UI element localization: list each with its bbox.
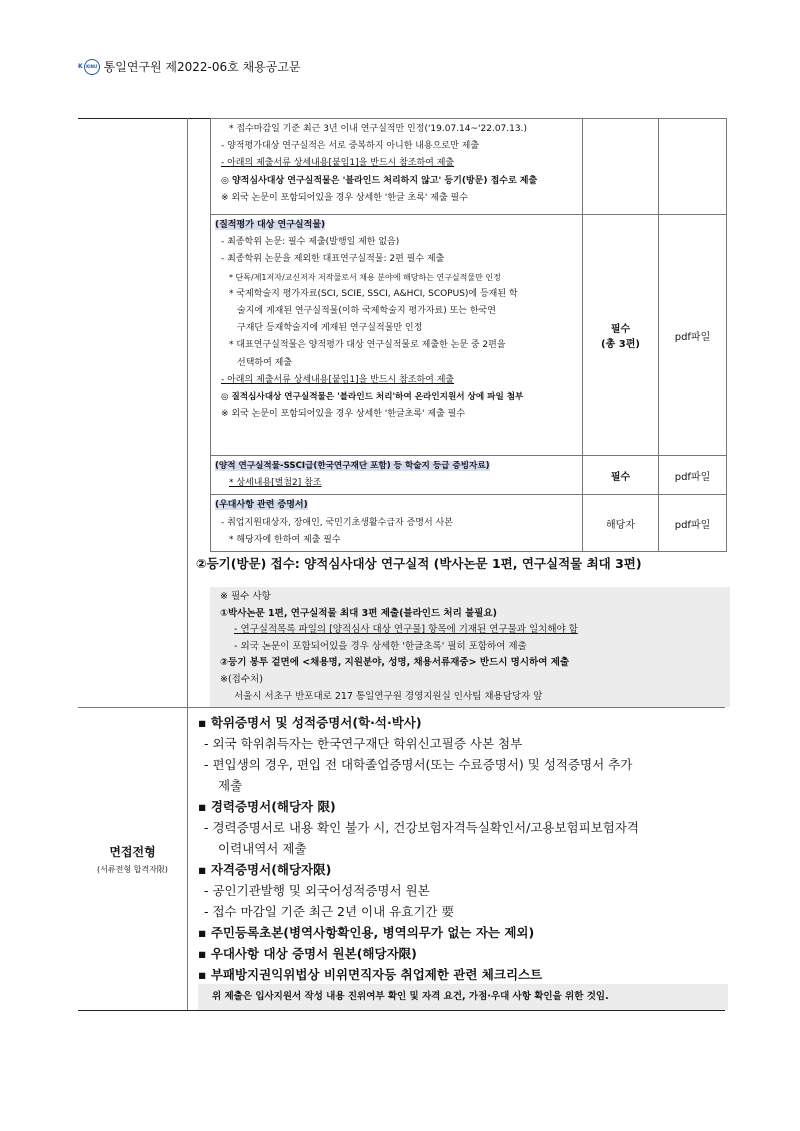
row4-format-cell: pdf파일 bbox=[659, 495, 727, 552]
note-line: ②등기 봉투 겉면에 <채용명, 지원분야, 성명, 채용서류재중> 반드시 명시하여 제출 bbox=[220, 657, 570, 669]
list-item: - 공인기관발행 및 외국어성적증명서 원본 bbox=[204, 883, 430, 898]
row3-required-cell: 필수 bbox=[583, 456, 659, 495]
row2-heading: (질적평가 대상 연구실적물) bbox=[215, 220, 326, 230]
interview-title: 면접전형 bbox=[109, 845, 156, 859]
list-item: ▪ 주민등록초본(병역사항확인용, 병역의무가 없는 자는 제외) bbox=[198, 925, 535, 940]
row2-line: ◎ 질적심사대상 연구실적물은 '블라인드 처리'하여 온라인지원서 상에 파일 첨부 bbox=[221, 392, 524, 403]
note-line: - 외국 논문이 포함되어있을 경우 상세한 '한글초록' 필히 포함하여 제출 bbox=[234, 640, 527, 652]
row2-line: ※ 외국 논문이 포함되어있을 경우 상세한 '한글초록' 제출 필수 bbox=[221, 409, 466, 420]
list-item: ▪ 학위증명서 및 성적증명서(학·석·박사) bbox=[198, 715, 422, 730]
table-row bbox=[211, 456, 727, 495]
required-notes-box bbox=[210, 587, 730, 707]
list-item: ▪ 자격증명서(해당자限) bbox=[198, 862, 332, 877]
row2-line: 선택하여 제출 bbox=[237, 357, 293, 368]
row4-heading: (우대사항 관련 증명서) bbox=[215, 500, 308, 511]
note-line: - 연구실적목록 파일의 [양적심사 대상 연구물] 항목에 기재된 연구물과 일치해야 함 bbox=[234, 624, 578, 636]
row2-line: 술지에 게재된 연구실적물(이하 국제학술지 평가자료) 또는 한국연 bbox=[237, 306, 496, 317]
row4-content bbox=[211, 495, 583, 552]
note-line: 서울시 서초구 반포대로 217 통일연구원 경영지원실 인사팀 채용담당자 앞 bbox=[234, 690, 543, 702]
note-line: ①박사논문 1편, 연구실적물 최대 3편 제출(블라인드 처리 불필요) bbox=[220, 607, 497, 619]
row1-line: - 양적평가대상 연구실적은 서로 중복하지 아니한 내용으로만 제출 bbox=[221, 141, 480, 152]
row4-line: - 취업지원대상자, 장애인, 국민기초생활수급자 증명서 사본 bbox=[221, 517, 453, 528]
row1-required-cell bbox=[583, 119, 659, 215]
list-item: 제출 bbox=[218, 778, 243, 793]
table-row bbox=[211, 119, 727, 215]
row2-line: * 대표연구실적물은 양적평가 대상 연구실적물로 제출한 논문 중 2편을 bbox=[229, 340, 506, 351]
list-item: - 편입생의 경우, 편입 전 대학졸업증명서(또는 수료증명서) 및 성적증명서 추가 bbox=[204, 757, 633, 772]
list-item: ▪ 경력증명서(해당자 限) bbox=[198, 799, 336, 814]
row1-line: ◎ 양적심사대상 연구실적물은 '블라인드 처리하지 않고' 등기(방문) 접수로 제출 bbox=[221, 175, 538, 186]
row1-format-cell bbox=[659, 119, 727, 215]
document-header bbox=[78, 58, 301, 75]
row2-line: * 단독/제1저자/교신저자 저작물로서 채용 분야에 해당하는 연구실적물만 인정 bbox=[229, 272, 501, 282]
required-label: 필수 bbox=[610, 324, 631, 335]
table-row bbox=[211, 215, 727, 456]
required-count: (총 3편) bbox=[601, 339, 640, 350]
table-row-divider bbox=[78, 707, 725, 708]
document-title: 통일연구원 제2022-06호 채용공고문 bbox=[103, 60, 301, 74]
logo-text: KINU bbox=[86, 64, 98, 69]
interview-sublabel: (서류전형 합격자限) bbox=[97, 865, 168, 874]
row2-line: - 최종학위 논문을 제외한 대표연구실적물: 2편 필수 제출 bbox=[221, 254, 445, 265]
row2-content bbox=[211, 215, 583, 456]
table-row bbox=[211, 495, 727, 552]
row2-line: - 아래의 제출서류 상세내용[붙임1]을 반드시 참조하여 제출 bbox=[221, 374, 455, 385]
row2-format-cell: pdf파일 bbox=[659, 215, 727, 456]
row2-required-cell bbox=[583, 215, 659, 456]
logo-k-mark: K bbox=[78, 63, 83, 70]
row4-line: * 해당자에 한하여 제출 필수 bbox=[229, 534, 341, 545]
row2-line: * 국제학술지 평가자료(SCI, SCIE, SSCI, A&HCI, SCOPUS)에 등재된 학 bbox=[229, 288, 518, 299]
row3-heading: (양적 연구실적물-SSCI급(한국연구재단 포함) 등 학술지 등급 증빙자료) bbox=[215, 461, 490, 471]
row4-required-cell: 해당자 bbox=[583, 495, 659, 552]
table-bottom-border bbox=[78, 1010, 725, 1011]
row3-format-cell: pdf파일 bbox=[659, 456, 727, 495]
row2-line: - 최종학위 논문: 필수 제출(발행일 제한 없음) bbox=[221, 237, 400, 248]
kinu-logo bbox=[78, 59, 100, 75]
list-item: - 외국 학위취득자는 한국연구재단 학위신고필증 사본 첨부 bbox=[204, 736, 523, 751]
row2-line: 구재단 등재학술지에 게재된 연구실적물만 인정 bbox=[237, 323, 423, 334]
row1-content bbox=[211, 119, 583, 215]
row1-line: * 접수마감일 기준 최근 3년 이내 연구실적만 인정('19.07.14~'22.07.13.) bbox=[229, 124, 527, 134]
list-item: - 경력증명서로 내용 확인 불가 시, 건강보험자격득실확인서/고용보험피보험자격 bbox=[204, 820, 640, 835]
list-item: ▪ 우대사항 대상 증명서 원본(해당자限) bbox=[198, 946, 417, 961]
list-item: ▪ 부패방지권익위법상 비위면직자등 취업제한 관련 체크리스트 bbox=[198, 967, 543, 982]
list-item: 이력내역서 제출 bbox=[218, 841, 307, 856]
row1-line: - 아래의 제출서류 상세내용[붙임1]을 반드시 참조하여 제출 bbox=[221, 158, 455, 169]
logo-circle-icon bbox=[84, 59, 100, 75]
row3-line: * 상세내용[별첨2] 참조 bbox=[229, 478, 322, 489]
row3-content bbox=[211, 456, 583, 495]
interview-documents-list bbox=[198, 712, 728, 985]
footer-note: 위 제출은 입사지원서 작성 내용 진위여부 확인 및 자격 요건, 가점·우대 사항 확인을 위한 것임. bbox=[198, 984, 728, 1010]
table-column-divider bbox=[187, 118, 188, 1010]
row1-line: ※ 외국 논문이 포함되어있을 경우 상세한 '한글 초록' 제출 필수 bbox=[221, 192, 468, 203]
note-line: ※(접수처) bbox=[220, 673, 263, 685]
submission-documents-table bbox=[210, 118, 727, 552]
section2-title: ②등기(방문) 접수: 양적심사대상 연구실적 (박사논문 1편, 연구실적물 최대 3편) bbox=[196, 556, 642, 571]
note-line: ※ 필수 사항 bbox=[220, 591, 271, 602]
list-item: - 접수 마감일 기준 최근 2년 이내 유효기간 要 bbox=[204, 904, 454, 919]
interview-stage-label bbox=[78, 843, 187, 875]
